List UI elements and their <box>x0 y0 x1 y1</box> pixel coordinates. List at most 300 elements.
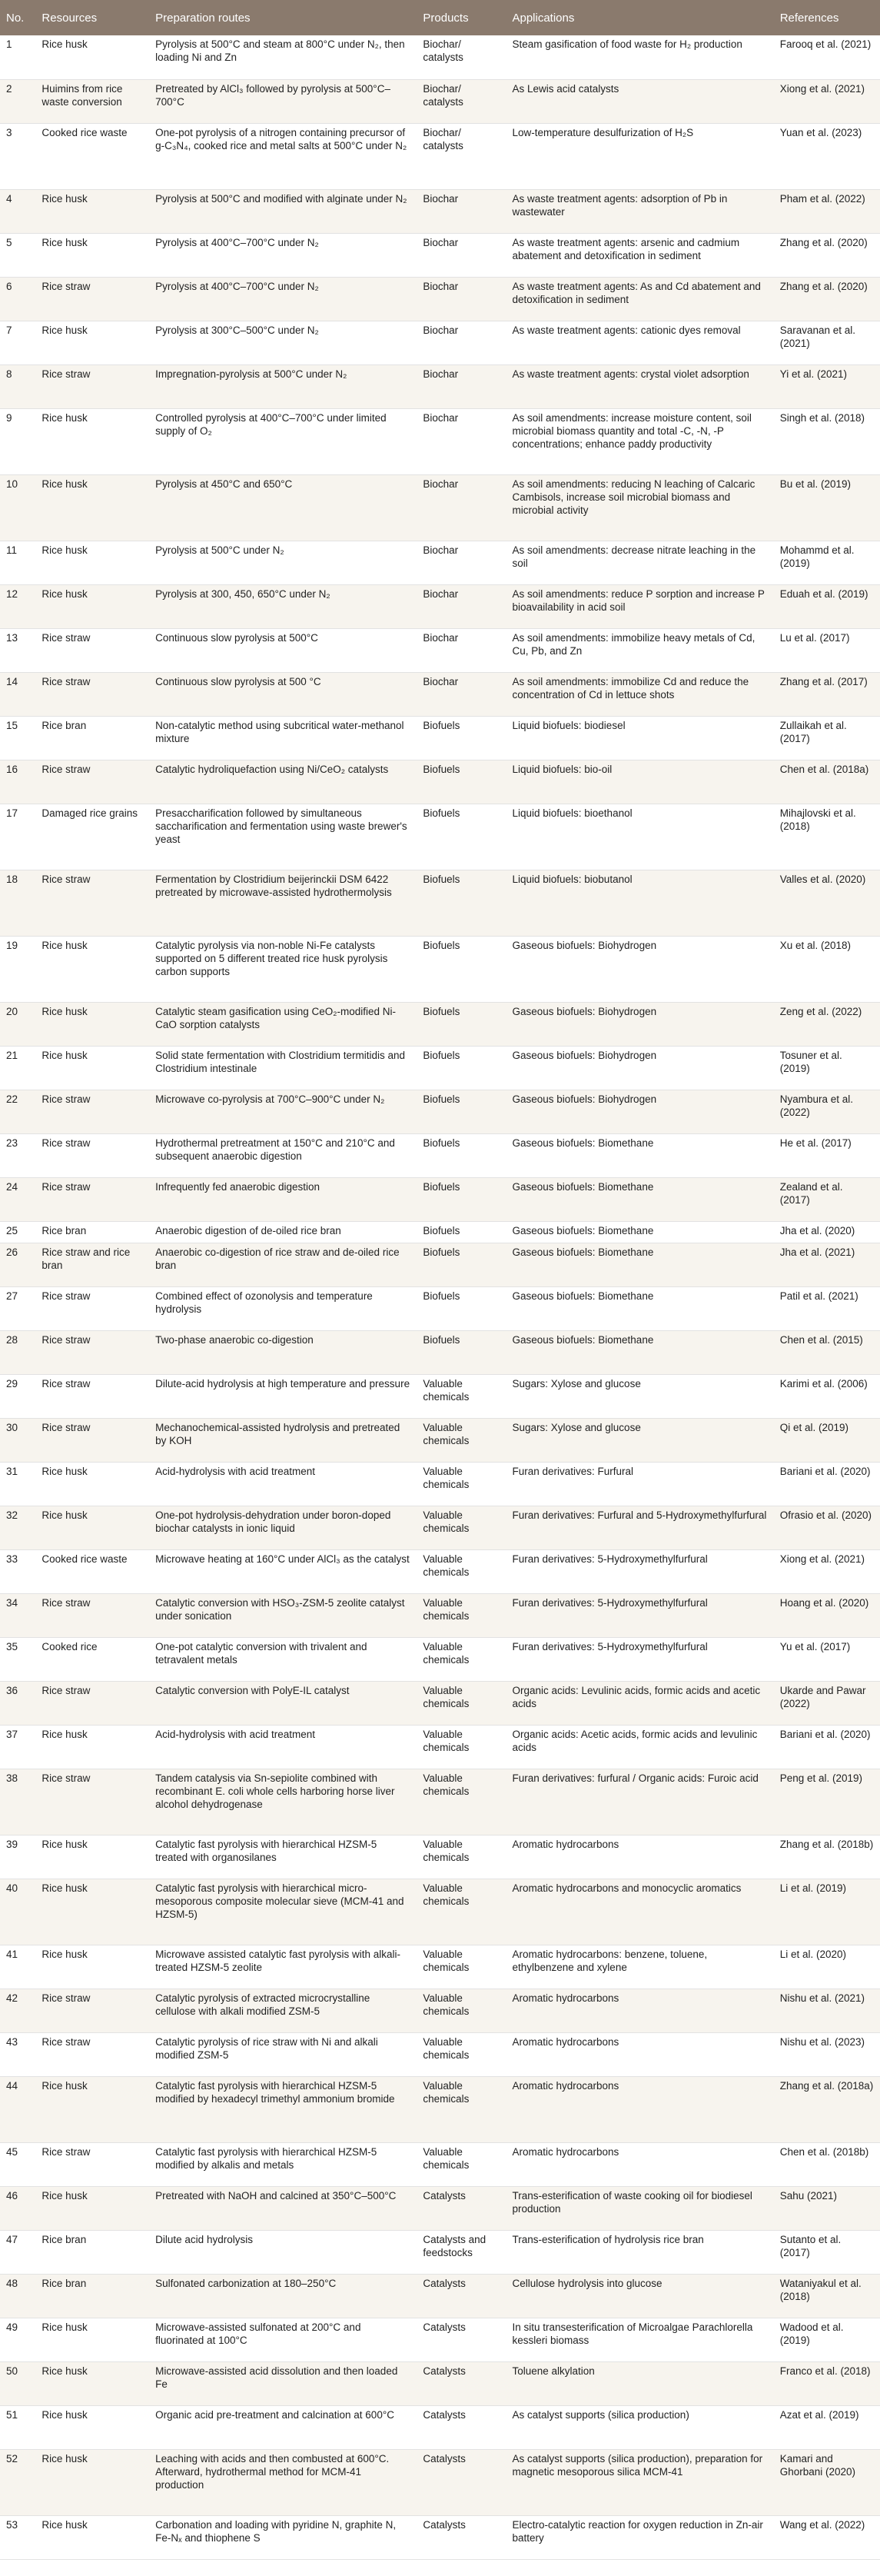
cell-col-preparation: Pyrolysis at 500°C and modified with alginate under N₂ <box>149 189 417 233</box>
table-row <box>0 2032 880 2076</box>
cell-col-applications: Organic acids: Acetic acids, formic acids and levulinic acids <box>506 1725 773 1769</box>
cell-col-applications: Gaseous biofuels: Biohydrogen <box>506 1002 773 1046</box>
cell-col-applications: Toluene alkylation <box>506 2361 773 2405</box>
table-row <box>0 474 880 541</box>
cell-col-resources: Rice husk <box>35 233 149 277</box>
table-row <box>0 2449 880 2515</box>
cell-col-no: 10 <box>0 474 35 541</box>
cell-col-resources: Rice husk <box>35 2318 149 2361</box>
cell-col-no: 39 <box>0 1835 35 1879</box>
cell-col-references: Yu et al. (2017) <box>774 1637 880 1681</box>
cell-col-resources: Rice bran <box>35 716 149 760</box>
cell-col-references: Franco et al. (2018) <box>774 2361 880 2405</box>
cell-col-no: 11 <box>0 541 35 584</box>
cell-col-products: Catalysts <box>417 2361 506 2405</box>
cell-col-references: Xiong et al. (2021) <box>774 1549 880 1593</box>
cell-col-references: Nyambura et al. (2022) <box>774 1090 880 1133</box>
cell-col-preparation: Impregnation-pyrolysis at 500°C under N₂ <box>149 364 417 408</box>
cell-col-applications: Furan derivatives: 5-Hydroxymethylfurfural <box>506 1549 773 1593</box>
table-row <box>0 1462 880 1506</box>
cell-col-preparation: Pyrolysis at 500°C under N₂ <box>149 541 417 584</box>
table-row <box>0 936 880 1002</box>
cell-col-no: 7 <box>0 321 35 364</box>
cell-col-no: 18 <box>0 870 35 936</box>
cell-col-applications: Furan derivatives: 5-Hydroxymethylfurfural <box>506 1593 773 1637</box>
table-row <box>0 1769 880 1835</box>
cell-col-resources: Rice husk <box>35 2449 149 2515</box>
table-row <box>0 189 880 233</box>
table-row <box>0 1090 880 1133</box>
table-row <box>0 2142 880 2186</box>
cell-col-applications: Gaseous biofuels: Biomethane <box>506 1221 773 1243</box>
cell-col-no: 36 <box>0 1681 35 1725</box>
cell-col-resources: Rice husk <box>35 1506 149 1549</box>
cell-col-resources: Rice straw <box>35 2142 149 2186</box>
cell-col-references: Li et al. (2020) <box>774 1945 880 1989</box>
cell-col-products: Valuable chemicals <box>417 2142 506 2186</box>
cell-col-references: Zealand et al. (2017) <box>774 1177 880 1221</box>
table-row <box>0 804 880 870</box>
cell-col-applications: As catalyst supports (silica production), preparation for magnetic mesoporous silica MCM-41 <box>506 2449 773 2515</box>
cell-col-resources: Rice straw <box>35 1374 149 1418</box>
cell-col-resources: Rice husk <box>35 474 149 541</box>
cell-col-references: Patil et al. (2021) <box>774 1286 880 1330</box>
cell-col-applications: Electro-catalytic reaction for oxygen reduction in Zn-air battery <box>506 2515 773 2559</box>
cell-col-resources: Rice husk <box>35 408 149 474</box>
table-row <box>0 321 880 364</box>
cell-col-preparation: Pyrolysis at 500°C and steam at 800°C under N₂, then loading Ni and Zn <box>149 35 417 79</box>
cell-col-products: Biochar <box>417 672 506 716</box>
cell-col-applications: Furan derivatives: furfural / Organic acids: Furoic acid <box>506 1769 773 1835</box>
header-col-references: References <box>779 11 839 25</box>
cell-col-resources: Rice husk <box>35 2076 149 2142</box>
cell-col-resources: Rice straw <box>35 1286 149 1330</box>
cell-col-references: Mihajlovski et al. (2018) <box>774 804 880 870</box>
cell-col-products: Biochar <box>417 584 506 628</box>
cell-col-products: Valuable chemicals <box>417 1593 506 1637</box>
table-row <box>0 1418 880 1462</box>
header-col-no: No. <box>6 11 25 25</box>
table-row <box>0 1637 880 1681</box>
cell-col-resources: Rice husk <box>35 321 149 364</box>
cell-col-products: Valuable chemicals <box>417 2076 506 2142</box>
table-row <box>0 870 880 936</box>
table-row <box>0 1286 880 1330</box>
cell-col-applications: As soil amendments: immobilize heavy metals of Cd, Cu, Pb, and Zn <box>506 628 773 672</box>
cell-col-products: Catalysts <box>417 2405 506 2449</box>
cell-col-preparation: Catalytic hydroliquefaction using Ni/CeO₂ catalysts <box>149 760 417 804</box>
cell-col-products: Biofuels <box>417 870 506 936</box>
cell-col-references: Zhang et al. (2018b) <box>774 1835 880 1879</box>
cell-col-resources: Rice husk <box>35 1879 149 1945</box>
cell-col-no: 37 <box>0 1725 35 1769</box>
table-row <box>0 541 880 584</box>
table-row <box>0 628 880 672</box>
cell-col-no: 3 <box>0 123 35 189</box>
cell-col-no: 51 <box>0 2405 35 2449</box>
cell-col-resources: Rice straw <box>35 760 149 804</box>
cell-col-resources: Cooked rice waste <box>35 123 149 189</box>
cell-col-preparation: Organic acid pre-treatment and calcination at 600°C <box>149 2405 417 2449</box>
cell-col-applications: Steam gasification of food waste for H₂ production <box>506 35 773 79</box>
cell-col-resources: Rice husk <box>35 936 149 1002</box>
cell-col-preparation: Dilute-acid hydrolysis at high temperature and pressure <box>149 1374 417 1418</box>
cell-col-no: 38 <box>0 1769 35 1835</box>
table-row <box>0 1177 880 1221</box>
cell-col-no: 12 <box>0 584 35 628</box>
table-row <box>0 2318 880 2361</box>
cell-col-products: Biochar <box>417 628 506 672</box>
cell-col-applications: As soil amendments: reducing N leaching of Calcaric Cambisols, increase soil microbial biomass and microbial activity <box>506 474 773 541</box>
table-row <box>0 1593 880 1637</box>
cell-col-products: Biochar <box>417 233 506 277</box>
cell-col-products: Valuable chemicals <box>417 1462 506 1506</box>
cell-col-products: Biofuels <box>417 1177 506 1221</box>
cell-col-preparation: Carbonation and loading with pyridine N, graphite N, Fe-Nₓ and thiophene S <box>149 2515 417 2559</box>
cell-col-applications: Liquid biofuels: bioethanol <box>506 804 773 870</box>
cell-col-applications: Aromatic hydrocarbons <box>506 2142 773 2186</box>
cell-col-preparation: Presaccharification followed by simultaneous saccharification and fermentation using waste brewer's yeast <box>149 804 417 870</box>
cell-col-resources: Rice straw <box>35 870 149 936</box>
table-row <box>0 760 880 804</box>
table-row <box>0 408 880 474</box>
cell-col-references: Sahu (2021) <box>774 2186 880 2230</box>
cell-col-applications: Aromatic hydrocarbons <box>506 1989 773 2032</box>
cell-col-products: Biofuels <box>417 1221 506 1243</box>
cell-col-no: 8 <box>0 364 35 408</box>
cell-col-resources: Rice husk <box>35 1046 149 1090</box>
cell-col-products: Valuable chemicals <box>417 1549 506 1593</box>
header-col-applications: Applications <box>512 11 575 25</box>
cell-col-no: 50 <box>0 2361 35 2405</box>
cell-col-applications: In situ transesterification of Microalgae Parachlorella kessleri biomass <box>506 2318 773 2361</box>
cell-col-no: 20 <box>0 1002 35 1046</box>
cell-col-no: 9 <box>0 408 35 474</box>
cell-col-preparation: Pyrolysis at 300°C–500°C under N₂ <box>149 321 417 364</box>
cell-col-preparation: Fermentation by Clostridium beijerinckii DSM 6422 pretreated by microwave-assisted hydrothermolysis <box>149 870 417 936</box>
cell-col-resources: Rice straw <box>35 1418 149 1462</box>
cell-col-products: Biofuels <box>417 1090 506 1133</box>
cell-col-no: 21 <box>0 1046 35 1090</box>
cell-col-no: 19 <box>0 936 35 1002</box>
cell-col-products: Biofuels <box>417 936 506 1002</box>
table-row <box>0 1549 880 1593</box>
cell-col-applications: Gaseous biofuels: Biohydrogen <box>506 1046 773 1090</box>
cell-col-preparation: Pyrolysis at 300, 450, 650°C under N₂ <box>149 584 417 628</box>
table-row <box>0 1506 880 1549</box>
cell-col-applications: Gaseous biofuels: Biomethane <box>506 1243 773 1286</box>
cell-col-applications: As waste treatment agents: As and Cd abatement and detoxification in sediment <box>506 277 773 321</box>
cell-col-applications: Furan derivatives: 5-Hydroxymethylfurfural <box>506 1637 773 1681</box>
cell-col-no: 6 <box>0 277 35 321</box>
cell-col-no: 16 <box>0 760 35 804</box>
cell-col-preparation: Continuous slow pyrolysis at 500 °C <box>149 672 417 716</box>
cell-col-resources: Cooked rice <box>35 1637 149 1681</box>
table-row <box>0 1945 880 1989</box>
table-header <box>0 0 880 35</box>
cell-col-preparation: Leaching with acids and then combusted at 600°C. Afterward, hydrothermal method for MCM-41 production <box>149 2449 417 2515</box>
cell-col-preparation: Two-phase anaerobic co-digestion <box>149 1330 417 1374</box>
cell-col-products: Valuable chemicals <box>417 1681 506 1725</box>
cell-col-products: Biofuels <box>417 716 506 760</box>
cell-col-resources: Rice straw <box>35 672 149 716</box>
cell-col-applications: As soil amendments: reduce P sorption and increase P bioavailability in acid soil <box>506 584 773 628</box>
cell-col-resources: Rice husk <box>35 1725 149 1769</box>
cell-col-references: Chen et al. (2015) <box>774 1330 880 1374</box>
cell-col-preparation: Catalytic fast pyrolysis with hierarchical HZSM-5 modified by alkalis and metals <box>149 2142 417 2186</box>
cell-col-products: Biochar/ catalysts <box>417 35 506 79</box>
cell-col-preparation: Pretreated with NaOH and calcined at 350°C–500°C <box>149 2186 417 2230</box>
cell-col-products: Biochar <box>417 474 506 541</box>
table-row <box>0 2361 880 2405</box>
cell-col-no: 14 <box>0 672 35 716</box>
cell-col-products: Biochar <box>417 321 506 364</box>
cell-col-resources: Rice bran <box>35 1221 149 1243</box>
cell-col-references: Mohammd et al. (2019) <box>774 541 880 584</box>
cell-col-resources: Rice straw <box>35 1133 149 1177</box>
cell-col-no: 13 <box>0 628 35 672</box>
table-row <box>0 1221 880 1243</box>
cell-col-products: Biochar/ catalysts <box>417 123 506 189</box>
cell-col-applications: As waste treatment agents: cationic dyes removal <box>506 321 773 364</box>
cell-col-no: 43 <box>0 2032 35 2076</box>
cell-col-no: 28 <box>0 1330 35 1374</box>
cell-col-references: Ukarde and Pawar (2022) <box>774 1681 880 1725</box>
cell-col-references: Farooq et al. (2021) <box>774 35 880 79</box>
cell-col-products: Valuable chemicals <box>417 1989 506 2032</box>
cell-col-references: Tosuner et al. (2019) <box>774 1046 880 1090</box>
cell-col-preparation: Dilute acid hydrolysis <box>149 2230 417 2274</box>
cell-col-applications: Aromatic hydrocarbons <box>506 2076 773 2142</box>
cell-col-references: Yuan et al. (2023) <box>774 123 880 189</box>
cell-col-no: 24 <box>0 1177 35 1221</box>
cell-col-applications: As soil amendments: increase moisture content, soil microbial biomass quantity and total -C, -N, -P concentrations; enhance paddy productivity <box>506 408 773 474</box>
table-row <box>0 364 880 408</box>
cell-col-applications: Furan derivatives: Furfural and 5-Hydroxymethylfurfural <box>506 1506 773 1549</box>
cell-col-resources: Rice straw <box>35 2032 149 2076</box>
cell-col-applications: As catalyst supports (silica production) <box>506 2405 773 2449</box>
table-row <box>0 79 880 123</box>
cell-col-preparation: Catalytic pyrolysis of extracted microcrystalline cellulose with alkali modified ZSM-5 <box>149 1989 417 2032</box>
cell-col-preparation: Solid state fermentation with Clostridium termitidis and Clostridium intestinale <box>149 1046 417 1090</box>
cell-col-resources: Rice husk <box>35 189 149 233</box>
cell-col-applications: Aromatic hydrocarbons <box>506 2032 773 2076</box>
cell-col-references: Eduah et al. (2019) <box>774 584 880 628</box>
cell-col-no: 41 <box>0 1945 35 1989</box>
table-row <box>0 1330 880 1374</box>
cell-col-products: Valuable chemicals <box>417 2032 506 2076</box>
cell-col-resources: Rice husk <box>35 2405 149 2449</box>
cell-col-preparation: Catalytic pyrolysis via non-noble Ni-Fe catalysts supported on 5 different treated rice husk pyrolysis carbon supports <box>149 936 417 1002</box>
cell-col-resources: Huimins from rice waste conversion <box>35 79 149 123</box>
cell-col-references: Saravanan et al. (2021) <box>774 321 880 364</box>
cell-col-applications: Furan derivatives: Furfural <box>506 1462 773 1506</box>
cell-col-resources: Rice straw <box>35 1330 149 1374</box>
cell-col-no: 53 <box>0 2515 35 2559</box>
cell-col-applications: Liquid biofuels: biodiesel <box>506 716 773 760</box>
cell-col-references: Xiong et al. (2021) <box>774 79 880 123</box>
table-row <box>0 1879 880 1945</box>
cell-col-no: 44 <box>0 2076 35 2142</box>
cell-col-references: Singh et al. (2018) <box>774 408 880 474</box>
table-row <box>0 1046 880 1090</box>
cell-col-products: Biofuels <box>417 1046 506 1090</box>
cell-col-products: Catalysts and feedstocks <box>417 2230 506 2274</box>
cell-col-applications: Gaseous biofuels: Biomethane <box>506 1286 773 1330</box>
cell-col-resources: Rice straw <box>35 1177 149 1221</box>
cell-col-products: Valuable chemicals <box>417 1879 506 1945</box>
cell-col-resources: Rice straw <box>35 1681 149 1725</box>
cell-col-preparation: Controlled pyrolysis at 400°C–700°C under limited supply of O₂ <box>149 408 417 474</box>
cell-col-no: 49 <box>0 2318 35 2361</box>
cell-col-no: 48 <box>0 2274 35 2318</box>
cell-col-resources: Rice husk <box>35 35 149 79</box>
cell-col-products: Biochar <box>417 408 506 474</box>
table-row <box>0 1835 880 1879</box>
cell-col-resources: Cooked rice waste <box>35 1549 149 1593</box>
cell-col-no: 46 <box>0 2186 35 2230</box>
cell-col-products: Catalysts <box>417 2449 506 2515</box>
cell-col-products: Biofuels <box>417 1133 506 1177</box>
cell-col-applications: Gaseous biofuels: Biomethane <box>506 1330 773 1374</box>
table-row <box>0 672 880 716</box>
table-row <box>0 2186 880 2230</box>
table-body <box>0 35 880 2559</box>
cell-col-no: 52 <box>0 2449 35 2515</box>
cell-col-no: 25 <box>0 1221 35 1243</box>
cell-col-applications: As Lewis acid catalysts <box>506 79 773 123</box>
cell-col-references: Zhang et al. (2017) <box>774 672 880 716</box>
cell-col-no: 30 <box>0 1418 35 1462</box>
cell-col-products: Valuable chemicals <box>417 1418 506 1462</box>
cell-col-preparation: Pyrolysis at 400°C–700°C under N₂ <box>149 277 417 321</box>
cell-col-preparation: Acid-hydrolysis with acid treatment <box>149 1725 417 1769</box>
cell-col-applications: Aromatic hydrocarbons and monocyclic aromatics <box>506 1879 773 1945</box>
cell-col-preparation: Pyrolysis at 400°C–700°C under N₂ <box>149 233 417 277</box>
cell-col-no: 42 <box>0 1989 35 2032</box>
table-row <box>0 584 880 628</box>
cell-col-resources: Rice straw <box>35 1769 149 1835</box>
cell-col-resources: Rice husk <box>35 1835 149 1879</box>
cell-col-no: 1 <box>0 35 35 79</box>
header-col-resources: Resources <box>42 11 98 25</box>
table-row <box>0 1002 880 1046</box>
cell-col-preparation: Acid-hydrolysis with acid treatment <box>149 1462 417 1506</box>
cell-col-no: 23 <box>0 1133 35 1177</box>
table-row <box>0 123 880 189</box>
cell-col-references: Zullaikah et al. (2017) <box>774 716 880 760</box>
cell-col-products: Catalysts <box>417 2186 506 2230</box>
cell-col-references: Azat et al. (2019) <box>774 2405 880 2449</box>
table-row <box>0 716 880 760</box>
cell-col-no: 2 <box>0 79 35 123</box>
cell-col-resources: Rice husk <box>35 1462 149 1506</box>
cell-col-references: Nishu et al. (2023) <box>774 2032 880 2076</box>
cell-col-resources: Rice husk <box>35 2186 149 2230</box>
cell-col-no: 5 <box>0 233 35 277</box>
cell-col-references: Bariani et al. (2020) <box>774 1462 880 1506</box>
cell-col-references: Li et al. (2019) <box>774 1879 880 1945</box>
cell-col-references: Bu et al. (2019) <box>774 474 880 541</box>
cell-col-no: 17 <box>0 804 35 870</box>
cell-col-products: Catalysts <box>417 2274 506 2318</box>
cell-col-applications: Trans-esterification of hydrolysis rice bran <box>506 2230 773 2274</box>
cell-col-products: Biochar <box>417 189 506 233</box>
cell-col-references: Wang et al. (2022) <box>774 2515 880 2559</box>
cell-col-products: Catalysts <box>417 2318 506 2361</box>
cell-col-resources: Rice straw <box>35 1090 149 1133</box>
cell-col-no: 31 <box>0 1462 35 1506</box>
cell-col-applications: As waste treatment agents: adsorption of Pb in wastewater <box>506 189 773 233</box>
cell-col-applications: Sugars: Xylose and glucose <box>506 1418 773 1462</box>
table-row <box>0 1989 880 2032</box>
cell-col-references: Wadood et al. (2019) <box>774 2318 880 2361</box>
cell-col-products: Valuable chemicals <box>417 1769 506 1835</box>
cell-col-preparation: Catalytic conversion with HSO₃-ZSM-5 zeolite catalyst under sonication <box>149 1593 417 1637</box>
cell-col-preparation: Catalytic conversion with PolyE-IL catalyst <box>149 1681 417 1725</box>
cell-col-preparation: Tandem catalysis via Sn-sepiolite combined with recombinant E. coli whole cells harboring horse liver alcohol dehydrogenase <box>149 1769 417 1835</box>
cell-col-applications: Liquid biofuels: biobutanol <box>506 870 773 936</box>
cell-col-preparation: Combined effect of ozonolysis and temperature hydrolysis <box>149 1286 417 1330</box>
cell-col-preparation: One-pot hydrolysis-dehydration under boron-doped biochar catalysts in ionic liquid <box>149 1506 417 1549</box>
cell-col-preparation: Microwave-assisted acid dissolution and then loaded Fe <box>149 2361 417 2405</box>
table-row <box>0 2274 880 2318</box>
cell-col-references: Lu et al. (2017) <box>774 628 880 672</box>
cell-col-references: Hoang et al. (2020) <box>774 1593 880 1637</box>
cell-col-preparation: Catalytic fast pyrolysis with hierarchical HZSM-5 modified by hexadecyl trimethyl ammonium bromide <box>149 2076 417 2142</box>
cell-col-references: Jha et al. (2020) <box>774 1221 880 1243</box>
cell-col-resources: Rice husk <box>35 1945 149 1989</box>
cell-col-preparation: Non-catalytic method using subcritical water-methanol mixture <box>149 716 417 760</box>
table-row <box>0 1725 880 1769</box>
cell-col-products: Valuable chemicals <box>417 1506 506 1549</box>
cell-col-references: Peng et al. (2019) <box>774 1769 880 1835</box>
cell-col-resources: Rice husk <box>35 541 149 584</box>
cell-col-resources: Rice husk <box>35 2361 149 2405</box>
cell-col-references: Qi et al. (2019) <box>774 1418 880 1462</box>
table-row <box>0 1374 880 1418</box>
cell-col-preparation: Catalytic steam gasification using CeO₂-modified Ni-CaO sorption catalysts <box>149 1002 417 1046</box>
cell-col-resources: Rice straw <box>35 628 149 672</box>
cell-col-references: Zhang et al. (2020) <box>774 233 880 277</box>
cell-col-references: Jha et al. (2021) <box>774 1243 880 1286</box>
cell-col-resources: Rice straw <box>35 1989 149 2032</box>
table-row <box>0 1243 880 1286</box>
cell-col-resources: Rice husk <box>35 1002 149 1046</box>
cell-col-preparation: One-pot pyrolysis of a nitrogen containing precursor of g-C₃N₄, cooked rice and metal salts at 500°C under N₂ <box>149 123 417 189</box>
cell-col-references: Pham et al. (2022) <box>774 189 880 233</box>
cell-col-applications: As soil amendments: immobilize Cd and reduce the concentration of Cd in lettuce shots <box>506 672 773 716</box>
table-row <box>0 2515 880 2559</box>
table-row <box>0 2076 880 2142</box>
cell-col-preparation: Hydrothermal pretreatment at 150°C and 210°C and subsequent anaerobic digestion <box>149 1133 417 1177</box>
cell-col-references: Yi et al. (2021) <box>774 364 880 408</box>
table-row <box>0 277 880 321</box>
table-row <box>0 233 880 277</box>
header-col-preparation: Preparation routes <box>155 11 251 25</box>
cell-col-references: Zeng et al. (2022) <box>774 1002 880 1046</box>
cell-col-preparation: Microwave-assisted sulfonated at 200°C and fluorinated at 100°C <box>149 2318 417 2361</box>
cell-col-preparation: Sulfonated carbonization at 180–250°C <box>149 2274 417 2318</box>
cell-col-resources: Rice bran <box>35 2274 149 2318</box>
cell-col-preparation: Microwave assisted catalytic fast pyrolysis with alkali-treated HZSM-5 zeolite <box>149 1945 417 1989</box>
cell-col-preparation: Catalytic fast pyrolysis with hierarchical HZSM-5 treated with organosilanes <box>149 1835 417 1879</box>
cell-col-products: Biofuels <box>417 1243 506 1286</box>
table-row <box>0 1681 880 1725</box>
cell-col-applications: As waste treatment agents: crystal violet adsorption <box>506 364 773 408</box>
cell-col-references: Valles et al. (2020) <box>774 870 880 936</box>
cell-col-preparation: Pretreated by AlCl₃ followed by pyrolysis at 500°C–700°C <box>149 79 417 123</box>
